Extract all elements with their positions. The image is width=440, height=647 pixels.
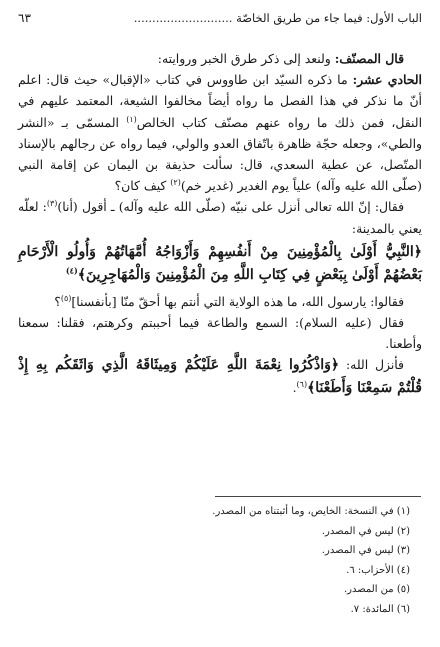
quran-verse-ahzab (18, 241, 422, 287)
paragraph-author-intro (18, 48, 422, 69)
footnote-ref-6[interactable]: (٦) (296, 380, 308, 390)
footnote-ref-5[interactable]: (٥) (60, 293, 72, 303)
question-text-b: ؟ (54, 293, 61, 309)
page-number: ٦٣ (18, 11, 31, 25)
paragraph-question (18, 291, 422, 312)
revelation-text-b: : لعلّه يعني بالمدينة: (18, 199, 422, 236)
main-text (18, 48, 422, 400)
paragraph-eleventh (18, 69, 422, 196)
footnotes-list (30, 502, 410, 619)
maida-end: . (292, 380, 297, 396)
running-head (18, 10, 422, 28)
chapter-title: الباب الأول: فيما جاء من طريق الخاصّة ........................... (133, 11, 422, 25)
quran-verse-ahzab-text: ﴿النَّبِيُّ أَوْلَىٰ بِالْمُؤْمِنِينَ مِنْ أَنفُسِهِمْ وَأَزْوَاجُهُ أُمَّهَاتُهُمْ وَأُولُو الْأَرْحَامِ بَعْضُهُمْ أَوْلَىٰ بِبَعْضٍ فِي كِتَابِ اللَّهِ مِنَ الْمُؤْمِنِينَ وَالْمُهَاجِرِينَ﴾ (18, 243, 422, 283)
author-label: قال المصنّف: (334, 51, 404, 66)
footnote-item: (٥) من المصدر. (343, 584, 410, 595)
question-text-a: فقالوا: يارسول الله، ما هذه الولاية التي أنتم بها أحقّ منّا [بأنفسنا] (71, 293, 404, 309)
maida-lead: فأنزل الله: (339, 357, 404, 373)
footnote-item: (٣) ليس في المصدر. (321, 545, 410, 556)
footnote-item: (٦) المائدة: ٧. (350, 603, 410, 615)
eleventh-text-b: المسمّى بـ «النشر والطي»، وجعله حجّة ظاهرة باتّفاق العدو والولي، فيما رواه عن رجالهم بالإسناد المتّصل، عن عطية السعدي، قال: سألت حذيفة بن اليمان عن إقامة النبي (صلّى الله عليه وآله) علياً يوم الغدير (غدير خم) (18, 114, 422, 194)
eleventh-text-a: ما ذكره السيّد ابن طاووس في كتاب «الإقبال» حيث قال: اعلم أنّ ما نذكر في هذا الفصل ما رواه أيضاً مخالفوا الشيعة، المعتمد عليهم في النقل، فمن ذلك ما رواه عنهم مصنّف كتاب الخالص (18, 72, 423, 130)
footnote-ref-4[interactable]: (٤) (65, 265, 78, 276)
quran-verse-maida: ﴿وَاذْكُرُوا نِعْمَةَ اللَّهِ عَلَيْكُمْ وَمِيثَاقَهُ الَّذِي وَاثَقَكُم بِهِ إِذْ قُلْتُمْ سَمِعْنَا وَأَطَعْنَا﴾ (18, 357, 422, 397)
paragraph-maida (18, 354, 422, 400)
footnote-item: (٤) الأحزاب: ٦. (346, 564, 410, 576)
footnote-separator (215, 496, 421, 497)
eleventh-text-c: كيف كان؟ (114, 178, 171, 194)
footnote-item: (٢) ليس في المصدر. (321, 525, 410, 537)
footnote-ref-2[interactable]: (٢) (170, 178, 181, 188)
eleventh-label: الحادي عشر: (352, 72, 422, 88)
footnote-ref-3[interactable]: (٣) (46, 199, 58, 209)
paragraph-answer (18, 312, 422, 354)
revelation-text-a: فقال: إنّ الله تعالى أنزل على نبيّه (صلّى الله عليه وآله) ـ أقول (أنا) (57, 199, 404, 215)
author-intro-text: ولنعد إلى ذكر طرق الخبر وروايته: (157, 51, 335, 66)
footnote-ref-1[interactable]: (١) (126, 114, 137, 124)
footnote-item: (١) في النسخة: الخايص، وما أثبتناه من المصدر. (212, 506, 410, 517)
answer-text: فقال (عليه السلام): السمع والطاعة فيما أحببتم وكرهتم، فقلنا: سمعنا وأطعنا. (18, 315, 422, 352)
paragraph-revelation (18, 196, 422, 238)
